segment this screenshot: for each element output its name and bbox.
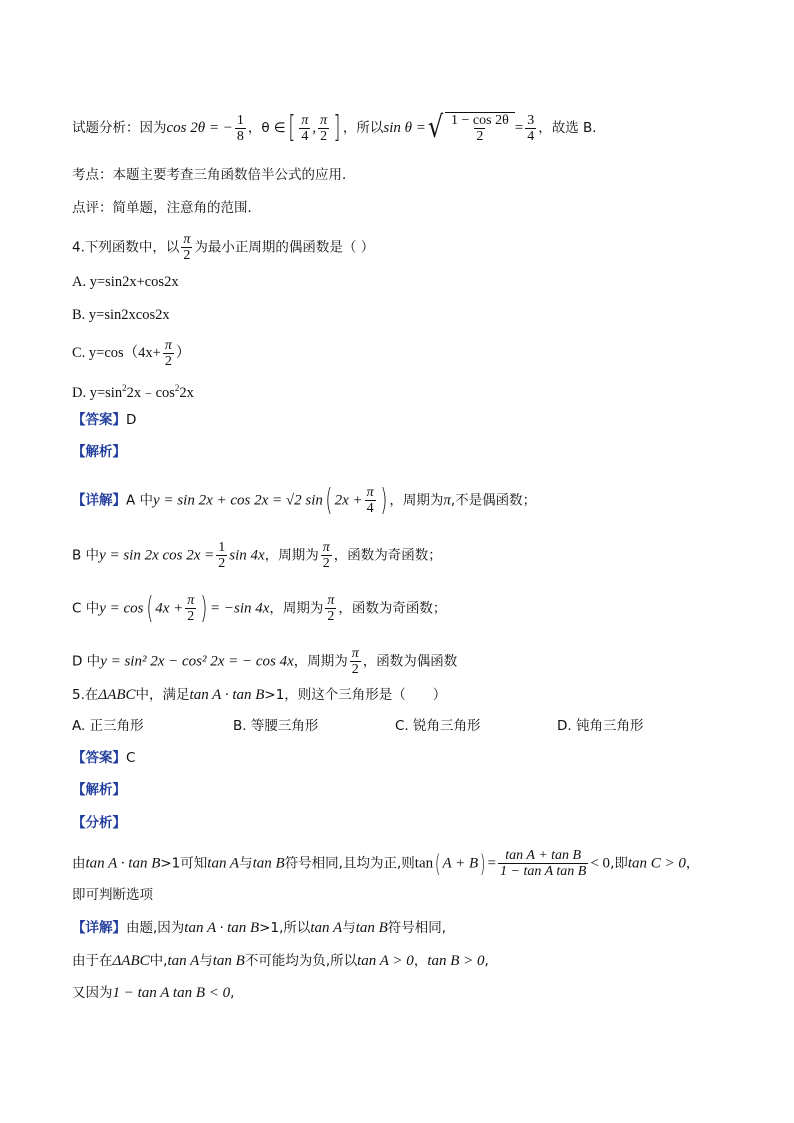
option-5c: C. 锐角三角形 xyxy=(395,718,481,734)
text: ，所以 xyxy=(342,120,384,136)
option-4d: D. $y=\sin^22x﹣\cos^22x$ xyxy=(72,383,194,401)
jiexi-5: 【解析】 xyxy=(72,782,126,798)
sqrt: √ $\frac{1 - \cos 2\theta}{2}$ xyxy=(426,112,515,144)
option-4c: C. y=cos（4x+ $\frac{\pi}{2}$ ） xyxy=(72,338,191,369)
fraction: $\frac{1}{8}$ xyxy=(236,112,244,144)
bracket: ] xyxy=(333,110,341,145)
option-4a: A. y=sin2x+cos2x xyxy=(72,274,179,290)
text: ，θ ∈ xyxy=(247,120,286,136)
text: ，故选 B． xyxy=(538,120,606,136)
jiexi-4: 【解析】 xyxy=(72,444,126,460)
option-4b: B. y=sin2xcos2x xyxy=(72,307,170,323)
detail-p4: 由于在ΔABC中,tan A与tan B不可能均为负,所以tan A > 0，tan B > 0, xyxy=(72,953,489,969)
kaodian-line: 考点：本题主要考查三角函数倍半公式的应用． xyxy=(72,167,356,183)
detail-b: B 中y = sin 2x cos 2x = $\frac{1}{2}$ sin 4x，周期为 $\frac{\pi}{2}$ ，函数为奇函数； xyxy=(72,540,442,571)
detail-d: D 中y = sin² 2x − cos² 2x = − cos 4x，周期为 $\frac{\pi}{2}$ ，函数为偶函数 xyxy=(72,646,458,677)
math: cos 2θ = − xyxy=(166,120,233,136)
analysis-p1: 由tan A · tan B>1可知tan A与tan B符号相同,且均为正,则tan( A + B) = $\frac{\text{tan A + tan B}}{\text{1 − tan A tan B}}$ < 0,即tan C > 0， xyxy=(72,848,700,879)
detail-p5: 又因为1 − tan A tan B < 0, xyxy=(72,985,235,1001)
text: 试题分析：因为 xyxy=(72,120,167,136)
detail-p3: 【详解】由题,因为tan A · tan B>1,所以tan A与tan B符号相同, xyxy=(72,920,447,936)
math: sin θ = xyxy=(383,120,426,136)
fraction: $\frac{3}{4}$ xyxy=(527,112,535,144)
bracket: [ xyxy=(288,110,296,145)
question-4: 4.下列函数中，以 $\frac{\pi}{2}$ 为最小正周期的偶函数是（ ） xyxy=(72,232,375,263)
detail-a: 【详解】A 中y = sin 2x + cos 2x = √2 sin( 2x + $\frac{\pi}{4}$ ) ，周期为π,不是偶函数； xyxy=(72,482,537,518)
question-5: 5.在ΔABC中，满足tan A · tan B>1，则这个三角形是（ ） xyxy=(72,687,447,703)
answer-4: 【答案】D xyxy=(72,412,137,428)
detail-c: C 中y = cos( 4x + $\frac{\pi}{2}$ ) = −sin 4x，周期为 $\frac{\pi}{2}$ ，函数为奇函数； xyxy=(72,590,447,626)
answer-5: 【答案】C xyxy=(72,750,136,766)
analysis-line-1: 试题分析：因为cos 2θ = − $\frac{1}{8}$ ，θ ∈[ $\frac{\pi}{4}$ , $\frac{\pi}{2}$ ] ，所以sin θ = √ $\frac{1 - \cos 2\theta}{2}$ = $\frac{3}{4}$ ，故选 B． xyxy=(72,110,606,145)
option-5a: A. 正三角形 xyxy=(72,718,144,734)
fraction: $\frac{\pi}{2}$ xyxy=(320,112,328,144)
fraction: $\frac{\pi}{2}$ xyxy=(183,232,191,263)
fenxi-5: 【分析】 xyxy=(72,815,126,831)
pingping-line: 点评：简单题，注意角的范围． xyxy=(72,200,261,216)
analysis-p2: 即可判断选项 xyxy=(72,887,153,903)
option-5b: B. 等腰三角形 xyxy=(233,718,319,734)
option-5d: D. 钝角三角形 xyxy=(557,718,644,734)
fraction: $\frac{\pi}{2}$ xyxy=(164,338,172,369)
fraction: $\frac{\pi}{4}$ xyxy=(301,112,309,144)
